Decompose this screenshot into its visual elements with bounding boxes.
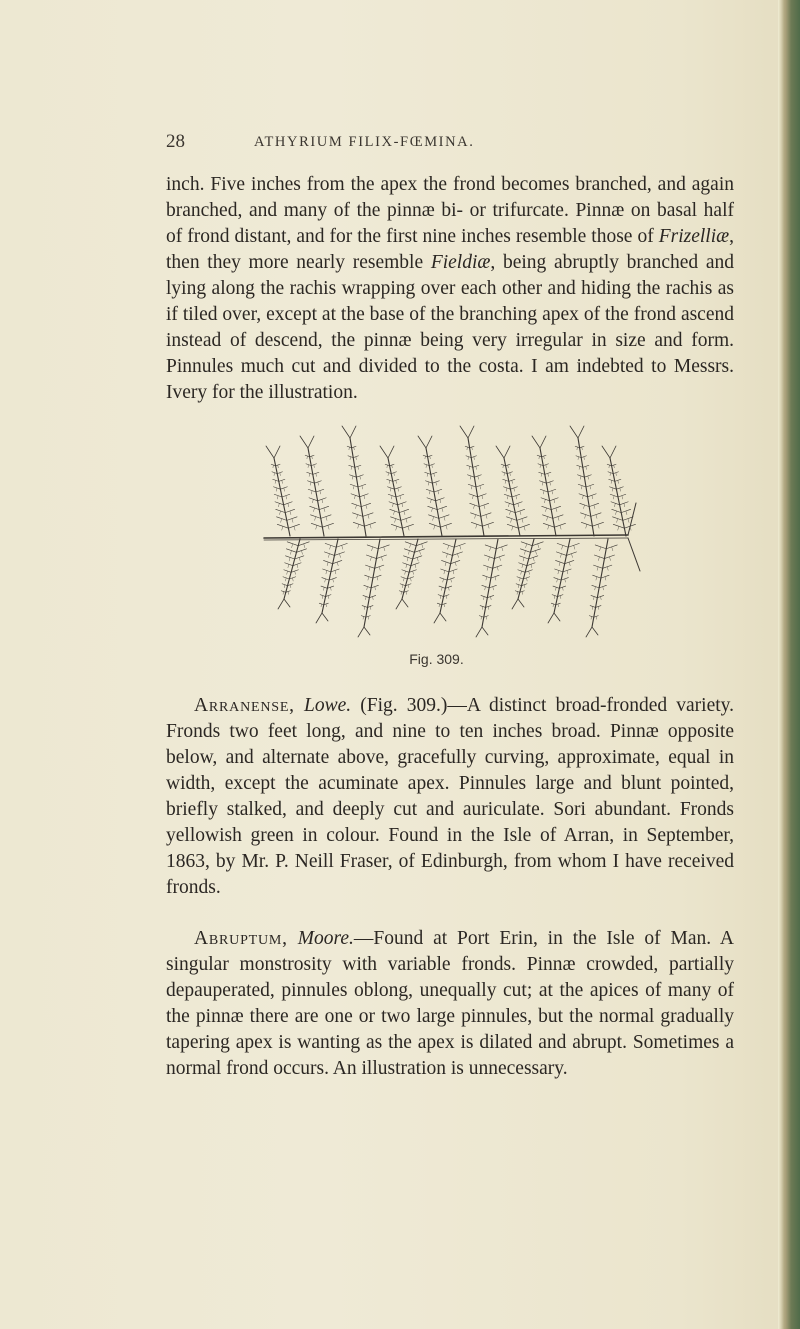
intro-text-1: inch. Five inches from the apex the frond becomes branched, and again branched, and many of the pinnæ bi- or trifurcate. Pinnæ on basal half of frond distant, and for the first nine inches resemble those of xyxy=(166,174,734,247)
intro-paragraph xyxy=(166,172,735,403)
fern-frond-illustration xyxy=(256,393,646,643)
page-number: 28 xyxy=(166,131,185,152)
arranense-description: (Fig. 309.)—A distinct broad-fronded variety. Fronds two feet long, and nine to ten inches broad. Pinnæ opposite below, and alternate above, gracefully curving, approximate, equal in width, except the acuminate apex. Pinnules large and blunt pointed, briefly stalked, and deeply cut and auriculate. Sori abundant. Fronds yellowish green in colour. Found in the Isle of Arran, in September, 1863, by Mr. P. Neill Fraser, of Edinburgh, from whom I have received fronds. xyxy=(166,695,734,898)
page-header xyxy=(166,131,733,157)
figure-caption: Fig. 309. xyxy=(409,651,464,667)
page-edge-shadow xyxy=(778,0,800,1329)
abruptum-paragraph xyxy=(166,926,734,1082)
figure-309 xyxy=(256,393,646,673)
intro-text-2: , then they more nearly resemble xyxy=(166,226,734,273)
term-frizelliae: Frizelliæ xyxy=(658,226,730,247)
abruptum-description: —Found at Port Erin, in the Isle of Man. A singular monstrosity with variable fronds. Pinnæ crowded, partially depauperated, pinnules oblong, unequally cut; at the apices of many of the pinnæ there are one or two large pinnules, but the normal gradually tapering apex is wanting as the apex is dilated and abrupt. Sometimes a normal frond occurs. An illustration is unnecessary. xyxy=(166,928,735,1079)
variety-name-arranense: Arranense, xyxy=(194,695,295,716)
arranense-paragraph xyxy=(166,693,734,901)
running-head: ATHYRIUM FILIX-FŒMINA. xyxy=(254,134,475,150)
term-fieldiae: Fieldiæ xyxy=(430,252,491,273)
intro-text-3: , being abruptly branched and lying along the rachis wrapping over each other and hiding the rachis as if tiled over, except at the base of the branching apex of the frond ascend instead of descend, the pinnæ being very irregular in size and form. Pinnules much cut and divided to the costa. I am indebted to Messrs. Ivery for the illustration. xyxy=(166,252,735,403)
authority-moore: Moore. xyxy=(297,928,354,949)
authority-lowe: Lowe. xyxy=(304,695,352,716)
variety-name-abruptum: Abruptum, xyxy=(194,928,288,949)
